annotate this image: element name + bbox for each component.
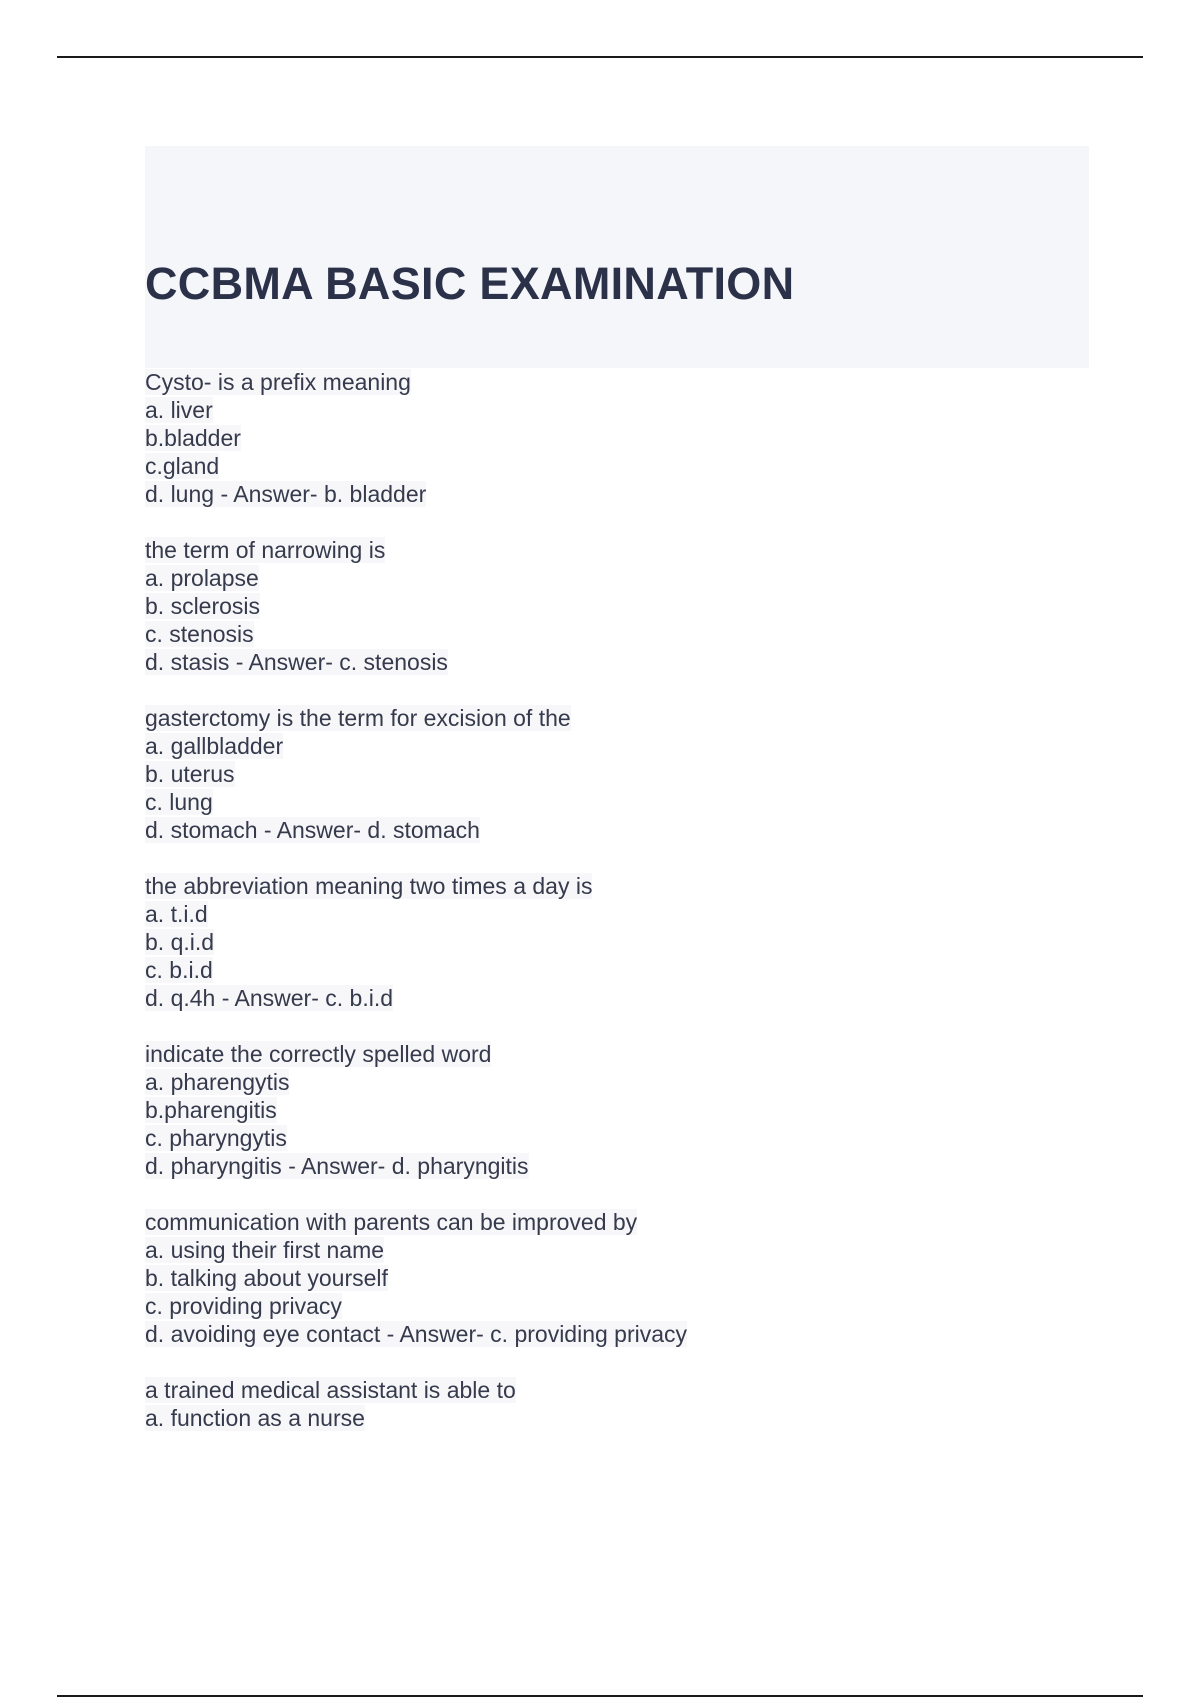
answer-option: c. lung — [145, 789, 213, 815]
answer-option: c. stenosis — [145, 621, 254, 647]
answer-option: c. b.i.d — [145, 957, 213, 983]
question-block — [145, 368, 1089, 508]
answer-option: a. liver — [145, 397, 213, 423]
answer-option: c.gland — [145, 453, 220, 479]
answer-option: b. uterus — [145, 761, 235, 787]
answer-option: a. gallbladder — [145, 733, 284, 759]
answer-option: c. pharyngytis — [145, 1125, 287, 1151]
question-prompt: Cysto- is a prefix meaning — [145, 369, 411, 395]
question-prompt: communication with parents can be improved by — [145, 1209, 638, 1235]
question-prompt: a trained medical assistant is able to — [145, 1377, 516, 1403]
question-block — [145, 1376, 1089, 1432]
header-rule — [57, 56, 1143, 58]
answer-option: d. q.4h - Answer- c. b.i.d — [145, 985, 394, 1011]
answer-option: a. using their first name — [145, 1237, 385, 1263]
question-block — [145, 1040, 1089, 1180]
question-block — [145, 704, 1089, 844]
answer-option: a. pharengytis — [145, 1069, 290, 1095]
question-prompt: the abbreviation meaning two times a day is — [145, 873, 593, 899]
answer-option: a. t.i.d — [145, 901, 208, 927]
footer-rule — [57, 1695, 1143, 1697]
question-block — [145, 872, 1089, 1012]
question-block — [145, 536, 1089, 676]
answer-option: b.pharengitis — [145, 1097, 277, 1123]
answer-option: d. avoiding eye contact - Answer- c. providing privacy — [145, 1321, 688, 1347]
answer-option: b. q.i.d — [145, 929, 215, 955]
answer-option: a. function as a nurse — [145, 1405, 365, 1431]
question-prompt: gasterctomy is the term for excision of the — [145, 705, 571, 731]
question-list — [145, 368, 1089, 1460]
answer-option: d. stomach - Answer- d. stomach — [145, 817, 480, 843]
answer-option: d. pharyngitis - Answer- d. pharyngitis — [145, 1153, 529, 1179]
answer-option: d. stasis - Answer- c. stenosis — [145, 649, 448, 675]
answer-option: c. providing privacy — [145, 1293, 342, 1319]
answer-option: b.bladder — [145, 425, 241, 451]
answer-option: b. talking about yourself — [145, 1265, 388, 1291]
page-title: CCBMA BASIC EXAMINATION — [145, 258, 795, 309]
answer-option: d. lung - Answer- b. bladder — [145, 481, 427, 507]
answer-option: a. prolapse — [145, 565, 259, 591]
question-prompt: indicate the correctly spelled word — [145, 1041, 492, 1067]
question-block — [145, 1208, 1089, 1348]
answer-option: b. sclerosis — [145, 593, 261, 619]
question-prompt: the term of narrowing is — [145, 537, 386, 563]
